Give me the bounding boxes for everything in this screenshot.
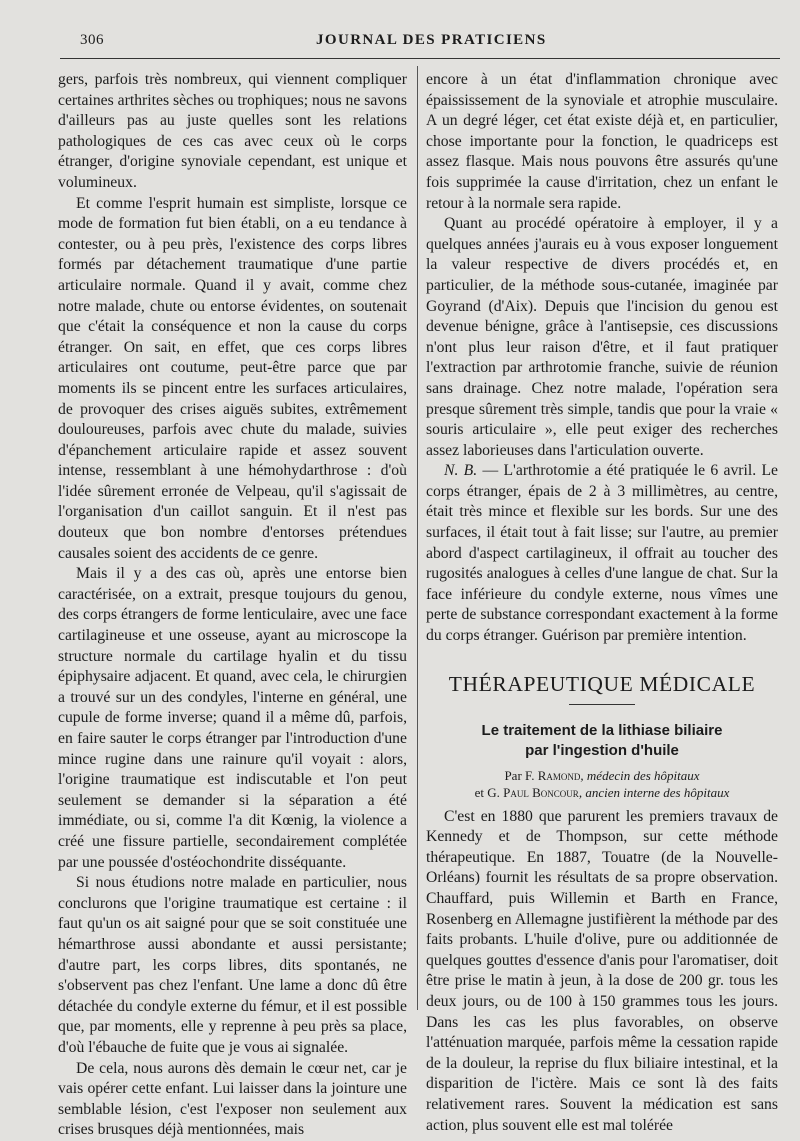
- paragraph: encore à un état d'inflammation chronique avec épaississement de la synoviale et atrophie musculaire. A un degré léger, cet état existe déjà et, en particulier, chose importante pour la fonction, le quadriceps est assez flasque. Mais nous pouvons être assurés qu'une fois supprimée la cause d'irritation, chez un enfant le retour à la normale sera rapide.: [426, 71, 778, 212]
- paragraph: Quant au procédé opératoire à employer, il y a quelques années j'aurais eu à vous exposer longuement la valeur respective de divers procédés et, en particulier, de la méthode sous-cutanée, imaginée par Goyrand (d'Aix). Depuis que l'incision du genou est devenue bénigne, grâce à l'antisepsie, ces discussions n'ont plus leur raison d'être, et il faut pratiquer l'extraction par arthrotomie franche, suivie de réunion sans drainage. Chez notre malade, l'opération sera presque sûrement très simple, tandis que pour la vraie « souris articulaire », elle peut exiger des recherches assez laborieuses dans l'articulation ouverte.: [426, 215, 778, 459]
- right-column: [426, 70, 778, 1136]
- byline-authors-2: [426, 784, 778, 801]
- section-title: THÉRAPEUTIQUE MÉDICALE: [448, 671, 756, 696]
- byline-authors-1: [426, 767, 778, 784]
- section-rule: [569, 704, 635, 705]
- paragraph: De cela, nous aurons dès demain le cœur net, car je vais opérer cette enfant. Lui laisser dans la jointure une semblable lésion, c'est l'exposer non seulement aux crises brusques déjà mentionnées, mais: [58, 1059, 407, 1139]
- nb-text: — L'arthrotomie a été pratiquée le 6 avril. Le corps étranger, épais de 2 à 3 millimètres, au centre, était très mince et flexible sur les bords. Sur une des surfaces, il était tout à fait lisse; sur l'autre, au premier abord d'aspect cartilagineux, il offrait au toucher des rugosités analogues à celles d'une langue de chat. Sur la face inférieure du condyle externe, nous vîmes une perte de substance correspondant exactement à la forme du corps étranger. Guérison par première intention.: [426, 462, 779, 645]
- paragraph: Si nous étudions notre malade en particulier, nous conclurons que l'origine traumatique est certaine : il faut qu'un os ait saigné pour que se soit constituée une hémarthrose aussi abondante et aussi persistante; d'autre part, les corps libres, dits spontanés, ne s'observent pas chez l'enfant. Une lame a donc dû être détachée du condyle externe du fémur, et il est possible que, par moments, elle y reprenne à peu près sa place, d'où l'ébauche de fuite que je vous ai signalée.: [58, 874, 407, 1056]
- byline-prefix: et G.: [474, 784, 504, 800]
- journal-title: JOURNAL DES PRATICIENS: [316, 32, 547, 48]
- article-title-line-1: Le traitement de la lithiase biliaire: [481, 721, 723, 739]
- left-column: [58, 70, 407, 1141]
- article-title-line-2: par l'ingestion d'huile: [525, 741, 679, 759]
- paragraph: C'est en 1880 que parurent les premiers travaux de Kennedy et de Thompson, sur cette méthode thérapeutique. En 1887, Touatre (de la Nouvelle-Orléans) fournit les résultats de sa propre observation. Chauffard, puis Willemin et Barth en France, Rosenberg en Allemagne justifièrent la méthode par des faits probants. L'huile d'olive, pure ou additionnée de quelques gouttes d'essence d'anis pour l'aromatiser, doit être prise le matin à jeun, à la dose de 200 gr. tous les deux jours, ou de 100 à 150 grammes tous les jours. Dans les cas les plus favorables, on observe l'atténuation marquée, parfois même la cessation rapide de la douleur, la reprise du flux biliaire intestinal, et la disparition de l'ictère. Mais ce sont là des faits relativement rares. Souvent la médication est sans action, plus souvent elle est mal tolérée: [426, 807, 778, 1134]
- nb-mark: N. B.: [444, 462, 478, 480]
- author-role: , ancien interne des hôpitaux: [578, 784, 730, 800]
- paragraph: Mais il y a des cas où, après une entorse bien caractérisée, on a extrait, presque toujours du genou, des corps étrangers de forme lenticulaire, avec une face cartilagineuse et une osseuse, ayant au microscope la structure normale du cartilage hyalin et du tissu épiphysaire adjacent. Et quand, avec cela, le chirurgien a trouvé sur un des condyles, l'interne en général, une cupule de forme inverse; quand il a même dû, parfois, en faire sauter le corps étranger par l'introduction d'une mince rugine dans une rainure qu'il voyait : alors, l'origine traumatique est indiscutable et l'on peut seulement se demander si la séparation a été immédiate, ou si, comme l'a dit Kœnig, la violence a créé une fissure partielle, secondairement complétée par une poussée d'ostéochondrite disséquante.: [58, 565, 407, 871]
- paragraph: gers, parfois très nombreux, qui viennent compliquer certaines arthrites sèches ou trophiques; nous ne savons d'ailleurs pas au juste quelles sont les relations pathologiques de ces cas avec ceux où le corps étranger, d'origine synoviale cependant, est unique et volumineux.: [58, 71, 407, 191]
- nb-paragraph: [426, 461, 778, 646]
- author-name: Paul Boncour: [503, 784, 579, 800]
- page-header: [0, 32, 800, 52]
- author-role: , médecin des hôpitaux: [580, 767, 700, 783]
- page-number: 306: [80, 32, 104, 48]
- byline-prefix: Par F.: [504, 767, 538, 783]
- author-name: Ramond: [537, 767, 581, 783]
- column-divider: [417, 66, 418, 1010]
- paragraph: Et comme l'esprit humain est simpliste, lorsque ce mode de formation fut bien établi, on a eu tendance à contester, ou à peu près, l'existence des corps libres formés par détachement traumatique d'une partie articulaire normale. Quand il y avait, comme chez notre malade, chute ou entorse évidentes, on soutenait que c'était la conséquence et non la cause du corps étranger. On sait, en effet, que ces corps libres articulaires ont coutume, peut-être parce que par moments ils se pincent entre les surfaces articulaires, de provoquer des crises aiguës subites, extrêmement douloureuses, parfois avec chute du malade, suivies d'épanchement articulaire rapide et assez souvent intense, ressemblant à une hémohydarthrose : d'où l'idée sûrement erronée de Velpeau, qu'il s'agissait de l'organisation d'un caillot sanguin. Et il n'est pas douteux que bon nombre d'entorses prétendues causales soient des accidents de ce genre.: [58, 194, 407, 562]
- header-rule: [60, 58, 780, 59]
